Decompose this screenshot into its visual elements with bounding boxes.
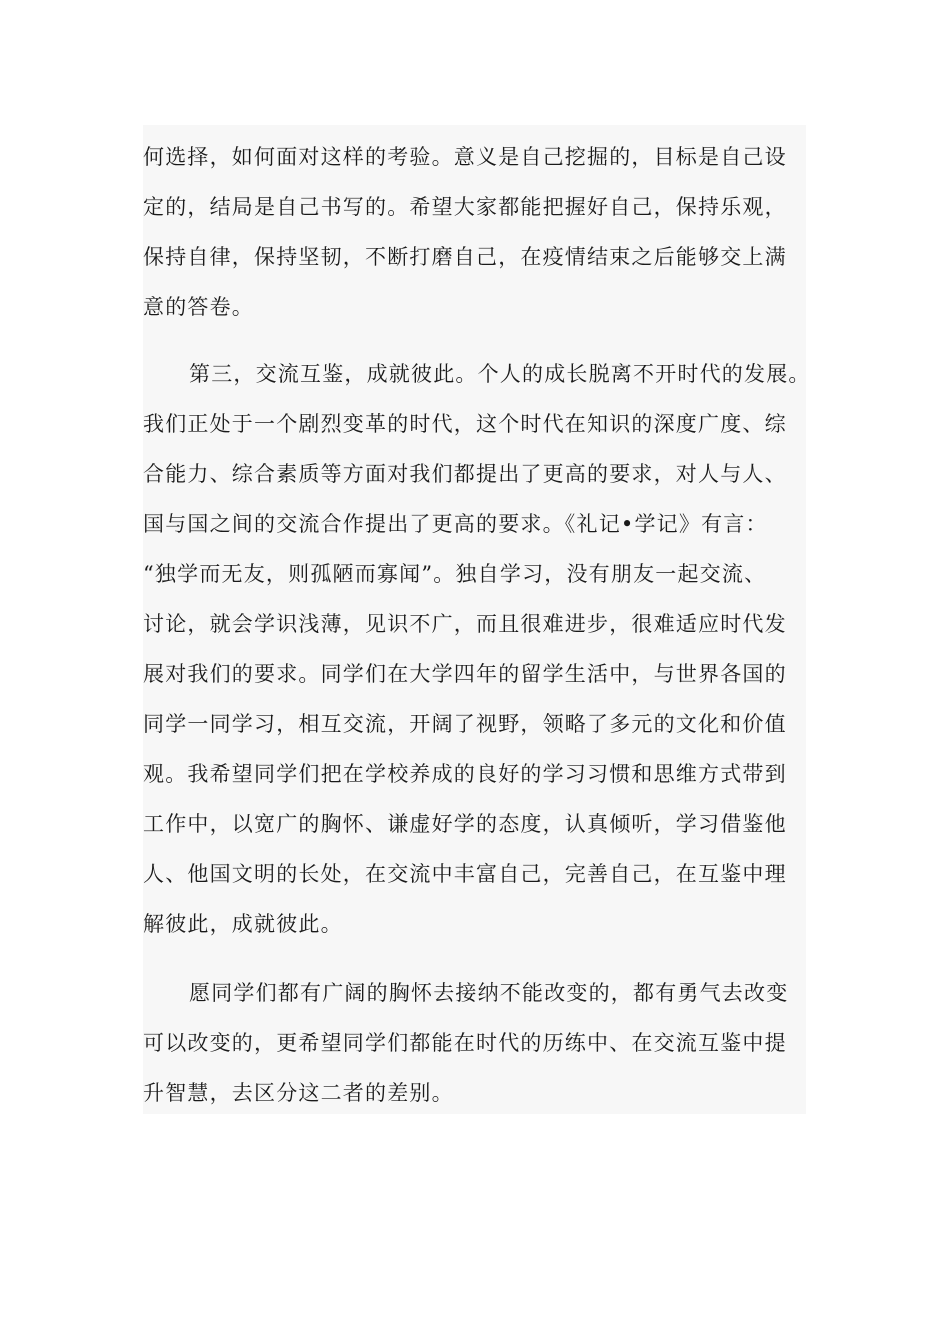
paragraph-2-line-6: 讨论，就会学识浅薄，见识不广，而且很难进步，很难适应时代发: [143, 612, 787, 636]
paragraph-2: [143, 349, 811, 949]
paragraph-1-line-3: 保持自律，保持坚韧，不断打磨自己，在疫情结束之后能够交上满: [143, 245, 787, 269]
paragraph-2-line-2: 我们正处于一个剧烈变革的时代，这个时代在知识的深度广度、综: [143, 412, 787, 436]
paragraph-3-line-2: 可以改变的，更希望同学们都能在时代的历练中、在交流互鉴中提: [143, 1031, 787, 1055]
paragraph-2-line-4: 国与国之间的交流合作提出了更高的要求。《礼记•学记》有言：: [143, 512, 768, 536]
paragraph-1-line-4: 意的答卷。: [143, 295, 254, 319]
paragraph-1: [143, 132, 806, 332]
paragraph-2-line-1: 第三，交流互鉴，成就彼此。个人的成长脱离不开时代的发展。: [189, 362, 811, 386]
paragraph-2-line-11: 人、他国文明的长处，在交流中丰富自己，完善自己，在互鉴中理: [143, 862, 787, 886]
paragraph-1-line-1: 何选择，如何面对这样的考验。意义是自己挖掘的，目标是自己设: [143, 145, 787, 169]
paragraph-3-line-3: 升智慧，去区分这二者的差别。: [143, 1081, 454, 1105]
paragraph-2-line-12: 解彼此，成就彼此。: [143, 912, 343, 936]
paragraph-2-line-5: “独学而无友，则孤陋而寡闻”。独自学习，没有朋友一起交流、: [143, 562, 767, 586]
paragraph-1-line-2: 定的，结局是自己书写的。希望大家都能把握好自己，保持乐观，: [143, 195, 787, 219]
paragraph-3: [143, 968, 806, 1118]
paragraph-3-line-1: 愿同学们都有广阔的胸怀去接纳不能改变的，都有勇气去改变: [189, 981, 789, 1005]
paragraph-2-line-3: 合能力、综合素质等方面对我们都提出了更高的要求，对人与人、: [143, 462, 787, 486]
paragraph-2-line-7: 展对我们的要求。同学们在大学四年的留学生活中，与世界各国的: [143, 662, 787, 686]
paragraph-2-line-10: 工作中，以宽广的胸怀、谦虚好学的态度，认真倾听，学习借鉴他: [143, 812, 787, 836]
paragraph-2-line-9: 观。我希望同学们把在学校养成的良好的学习习惯和思维方式带到: [143, 762, 787, 786]
paragraph-2-line-8: 同学一同学习，相互交流，开阔了视野，领略了多元的文化和价值: [143, 712, 787, 736]
document-text-block: [143, 125, 811, 1114]
